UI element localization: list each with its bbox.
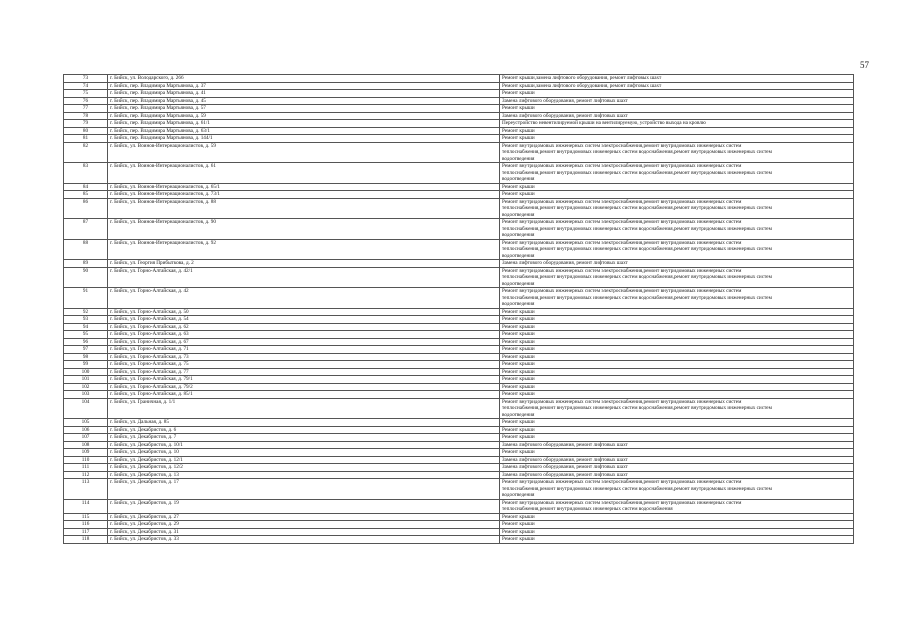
work-type-line: Ремонт крыши [502, 368, 535, 375]
address-cell: г. Бийск, ул. Горно-Алтайская, д. 42 [108, 288, 500, 309]
row-number: 100 [64, 368, 108, 376]
row-number: 111 [64, 464, 108, 472]
work-type-line: теплоснабжения,ремонт внутридомовых инженерных систем водоснабжения,ремонт внутридомовых инженерных систем [502, 169, 772, 176]
address-cell: г. Бийск, ул. Воинов-Интернационалистов, д. 61 [108, 163, 500, 184]
address-cell: г. Бийск, ул. Горно-Алтайская, д. 79/2 [108, 383, 500, 391]
work-type-line: Ремонт крыши [502, 528, 535, 535]
work-type-line: Ремонт крыши [502, 536, 535, 542]
table-row [64, 239, 854, 260]
work-type-line: теплоснабжения,ремонт внутридомовых инженерных систем водоснабжения,ремонт внутридомовых инженерных систем [502, 246, 772, 252]
row-number: 108 [64, 441, 108, 449]
work-type-cell [500, 142, 854, 163]
address-cell: г. Бийск, ул. Воинов-Интернационалистов, д. 90 [108, 219, 500, 240]
work-type-line: Ремонт внутридомовых инженерных систем электроснабжения,ремонт внутридомовых инженерных систем [502, 267, 742, 274]
address-cell: г. Бийск, ул. Декабристов, д. 17 [108, 479, 500, 500]
work-type-line: Ремонт крыши [502, 353, 535, 360]
work-type-line: Ремонт внутридомовых инженерных систем электроснабжения,ремонт внутридомовых инженерных систем [502, 398, 742, 405]
work-type-cell [500, 499, 854, 513]
address-cell: г. Бийск, ул. Декабристов, д. 33 [108, 536, 500, 544]
table-row [64, 82, 854, 90]
address-cell: г. Бийск, ул. Горно-Алтайская, д. 79/1 [108, 376, 500, 384]
table-row [64, 135, 854, 143]
row-number: 97 [64, 346, 108, 354]
work-type-line: водоотведения [502, 280, 535, 287]
table-row [64, 260, 854, 268]
work-type-cell [500, 361, 854, 369]
work-type-line: Ремонт крыши,замена лифтового оборудования, ремонт лифтовых шахт [502, 82, 662, 89]
table-row [64, 464, 854, 472]
work-type-cell [500, 183, 854, 191]
work-type-line: Ремонт крыши [502, 127, 535, 134]
work-type-line: водоотведения [502, 492, 535, 498]
address-cell: г. Бийск, ул. Декабристов, д. 13 [108, 471, 500, 479]
work-type-cell [500, 441, 854, 449]
address-cell: г. Бийск, ул. Декабристов, д. 10 [108, 449, 500, 457]
address-cell: г. Бийск, ул. Воинов-Интернационалистов, д. 65/1 [108, 183, 500, 191]
work-type-line: Ремонт крыши [502, 513, 535, 520]
work-type-line: Ремонт крыши [502, 391, 535, 397]
address-cell: г. Бийск, ул. Горно-Алтайская, д. 67 [108, 338, 500, 346]
work-type-cell [500, 308, 854, 316]
address-cell: г. Бийск, ул. Воинов-Интернационалистов, д. 88 [108, 198, 500, 219]
work-type-line: Ремонт крыши [502, 434, 535, 440]
table-row [64, 198, 854, 219]
address-cell: г. Бийск, ул. Горно-Алтайская, д. 75 [108, 361, 500, 369]
work-type-line: Замена лифтового оборудования, ремонт лифтовых шахт [502, 97, 628, 104]
work-type-line: Ремонт крыши [502, 426, 535, 433]
table-row [64, 456, 854, 464]
work-type-cell [500, 398, 854, 419]
work-type-line: Замена лифтового оборудования, ремонт лифтовых шахт [502, 441, 628, 448]
row-number: 83 [64, 163, 108, 184]
row-number: 117 [64, 528, 108, 536]
address-cell: г. Бийск, пер. Владимира Мартьянова, д. 45 [108, 97, 500, 105]
work-type-line: Замена лифтового оборудования, ремонт лифтовых шахт [502, 260, 628, 266]
address-cell: г. Бийск, ул. Горно-Алтайская, д. 71 [108, 346, 500, 354]
work-type-cell [500, 536, 854, 544]
table-row [64, 338, 854, 346]
work-type-cell [500, 353, 854, 361]
work-type-line: Ремонт крыши [502, 183, 535, 190]
work-type-line: Ремонт крыши [502, 346, 535, 352]
table-row [64, 368, 854, 376]
work-type-cell [500, 82, 854, 90]
address-cell: г. Бийск, пер. Владимира Мартьянова, д. 41 [108, 90, 500, 98]
work-type-cell [500, 198, 854, 219]
work-type-line: теплоснабжения,ремонт внутридомовых инженерных систем водоснабжения,ремонт внутридомовых инженерных систем [502, 149, 772, 155]
address-cell: г. Бийск, пер. Владимира Мартьянова, д. 63/1 [108, 127, 500, 135]
work-type-cell [500, 464, 854, 472]
work-type-cell [500, 391, 854, 399]
work-type-line: Ремонт крыши [502, 449, 535, 455]
work-type-cell [500, 135, 854, 143]
table-row [64, 376, 854, 384]
table-row [64, 361, 854, 369]
table-row [64, 441, 854, 449]
work-type-line: Ремонт крыши [502, 191, 535, 197]
work-type-cell [500, 75, 854, 83]
work-type-line: теплоснабжения,ремонт внутридомовых инженерных систем водоснабжения,ремонт внутридомовых инженерных систем [502, 274, 772, 280]
work-type-line: водоотведения [502, 211, 535, 218]
work-type-line: Замена лифтового оборудования, ремонт лифтовых шахт [502, 112, 628, 119]
address-cell: г. Бийск, ул. Декабристов, д. 12/1 [108, 456, 500, 464]
work-type-line: водоотведения [502, 252, 535, 259]
work-type-cell [500, 323, 854, 331]
table-row [64, 346, 854, 354]
row-number: 88 [64, 239, 108, 260]
table-row [64, 521, 854, 529]
work-type-cell [500, 219, 854, 240]
address-cell: г. Бийск, пер. Владимира Мартьянова, д. 59 [108, 112, 500, 120]
row-number: 107 [64, 434, 108, 442]
work-type-line: Замена лифтового оборудования, ремонт лифтовых шахт [502, 464, 628, 470]
table-row [64, 288, 854, 309]
address-cell: г. Бийск, ул. Декабристов, д. 12/2 [108, 464, 500, 472]
page-number: 57 [860, 60, 869, 70]
row-number: 93 [64, 316, 108, 324]
row-number: 116 [64, 521, 108, 529]
table-row [64, 323, 854, 331]
table-body [64, 75, 854, 544]
row-number: 78 [64, 112, 108, 120]
table-row [64, 112, 854, 120]
work-type-line: Ремонт крыши [502, 338, 535, 345]
table-row [64, 219, 854, 240]
work-type-cell [500, 513, 854, 521]
row-number: 104 [64, 398, 108, 419]
row-number: 86 [64, 198, 108, 219]
row-number: 74 [64, 82, 108, 90]
work-type-line: водоотведения [502, 411, 535, 418]
address-cell: г. Бийск, пер. Владимира Мартьянова, д. 37 [108, 82, 500, 90]
work-type-cell [500, 239, 854, 260]
row-number: 85 [64, 191, 108, 199]
address-cell: г. Бийск, ул. Воинов-Интернационалистов, д. 92 [108, 239, 500, 260]
work-type-cell [500, 112, 854, 120]
table-row [64, 419, 854, 427]
table-row [64, 308, 854, 316]
address-cell: г. Бийск, ул. Граничная, д. 1/1 [108, 398, 500, 419]
work-type-cell [500, 120, 854, 128]
row-number: 109 [64, 449, 108, 457]
work-type-line: Замена лифтового оборудования, ремонт лифтовых шахт [502, 471, 628, 478]
table-row [64, 499, 854, 513]
table-row [64, 316, 854, 324]
table-row [64, 353, 854, 361]
work-type-cell [500, 163, 854, 184]
address-cell: г. Бийск, ул. Декабристов, д. 10/1 [108, 441, 500, 449]
row-number: 94 [64, 323, 108, 331]
work-type-line: теплоснабжения,ремонт внутридомовых инженерных систем водоснабжения,ремонт внутридомовых инженерных систем [502, 485, 772, 492]
work-type-cell [500, 479, 854, 500]
work-type-cell [500, 426, 854, 434]
table-row [64, 127, 854, 135]
row-number: 99 [64, 361, 108, 369]
table-row [64, 142, 854, 163]
address-cell: г. Бийск, ул. Воинов-Интернационалистов, д. 73/1 [108, 191, 500, 199]
work-type-cell [500, 331, 854, 339]
work-type-line: Ремонт крыши [502, 383, 535, 390]
work-type-line: Переустройство невентилируемой крыши на вентилируемую, устройство выхода на кровлю [502, 120, 706, 126]
row-number: 87 [64, 219, 108, 240]
address-cell: г. Бийск, ул. Володарского, д. 266 [108, 75, 500, 83]
work-type-line: теплоснабжения,ремонт внутридомовых инженерных систем водоснабжения,ремонт внутридомовых инженерных систем [502, 405, 772, 411]
row-number: 77 [64, 105, 108, 113]
row-number: 98 [64, 353, 108, 361]
table-row [64, 536, 854, 544]
row-number: 102 [64, 383, 108, 391]
row-number: 118 [64, 536, 108, 544]
repair-schedule-table [63, 74, 854, 544]
row-number: 106 [64, 426, 108, 434]
work-type-line: Ремонт крыши [502, 135, 535, 141]
row-number: 90 [64, 267, 108, 288]
row-number: 114 [64, 499, 108, 513]
row-number: 81 [64, 135, 108, 143]
work-type-line: теплоснабжения,ремонт внутридомовых инженерных систем водоснабжения,ремонт внутридомовых инженерных систем [502, 225, 772, 232]
table-row [64, 75, 854, 83]
work-type-cell [500, 383, 854, 391]
work-type-line: Ремонт крыши [502, 331, 535, 337]
row-number: 113 [64, 479, 108, 500]
table-row [64, 90, 854, 98]
work-type-line: Ремонт внутридомовых инженерных систем электроснабжения,ремонт внутридомовых инженерных систем [502, 288, 742, 294]
work-type-line: Ремонт крыши,замена лифтового оборудования, ремонт лифтовых шахт [502, 75, 662, 81]
table-row [64, 479, 854, 500]
row-number: 79 [64, 120, 108, 128]
table-row [64, 105, 854, 113]
row-number: 75 [64, 90, 108, 98]
address-cell: г. Бийск, ул. Декабристов, д. 7 [108, 434, 500, 442]
row-number: 91 [64, 288, 108, 309]
address-cell: г. Бийск, ул. Горно-Алтайская, д. 73 [108, 353, 500, 361]
work-type-cell [500, 191, 854, 199]
table-row [64, 449, 854, 457]
work-type-line: Ремонт крыши [502, 308, 535, 315]
work-type-line: Ремонт внутридомовых инженерных систем электроснабжения,ремонт внутридомовых инженерных систем [502, 479, 742, 485]
work-type-cell [500, 528, 854, 536]
row-number: 95 [64, 331, 108, 339]
work-type-cell [500, 105, 854, 113]
table-row [64, 383, 854, 391]
table-row [64, 434, 854, 442]
work-type-line: Ремонт внутридомовых инженерных систем электроснабжения,ремонт внутридомовых инженерных систем [502, 163, 742, 169]
table-row [64, 391, 854, 399]
address-cell: г. Бийск, ул. Горно-Алтайская, д. 63 [108, 331, 500, 339]
address-cell: г. Бийск, ул. Горно-Алтайская, д. 85/1 [108, 391, 500, 399]
address-cell: г. Бийск, ул. Декабристов, д. 31 [108, 528, 500, 536]
work-type-line: Ремонт внутридомовых инженерных систем электроснабжения,ремонт внутридомовых инженерных систем [502, 198, 742, 205]
work-type-cell [500, 267, 854, 288]
work-type-cell [500, 434, 854, 442]
row-number: 84 [64, 183, 108, 191]
row-number: 82 [64, 142, 108, 163]
row-number: 76 [64, 97, 108, 105]
work-type-line: Ремонт крыши [502, 361, 535, 367]
row-number: 115 [64, 513, 108, 521]
work-type-line: Ремонт крыши [502, 90, 535, 96]
work-type-line: Ремонт крыши [502, 419, 535, 425]
row-number: 112 [64, 471, 108, 479]
work-type-cell [500, 97, 854, 105]
row-number: 89 [64, 260, 108, 268]
row-number: 110 [64, 456, 108, 464]
work-type-cell [500, 521, 854, 529]
work-type-cell [500, 90, 854, 98]
work-type-cell [500, 419, 854, 427]
work-type-line: теплоснабжения,ремонт внутридомовых инженерных систем водоснабжения [502, 506, 673, 512]
work-type-cell [500, 368, 854, 376]
work-type-line: Ремонт внутридомовых инженерных систем электроснабжения,ремонт внутридомовых инженерных систем [502, 499, 742, 506]
address-cell: г. Бийск, пер. Владимира Мартьянова, д. 144/1 [108, 135, 500, 143]
row-number: 103 [64, 391, 108, 399]
work-type-cell [500, 376, 854, 384]
work-type-cell [500, 338, 854, 346]
address-cell: г. Бийск, пер. Владимира Мартьянова, д. 61/1 [108, 120, 500, 128]
work-type-line: Ремонт крыши [502, 323, 535, 330]
work-type-line: водоотведения [502, 232, 535, 238]
work-type-line: теплоснабжения,ремонт внутридомовых инженерных систем водоснабжения,ремонт внутридомовых инженерных систем [502, 205, 772, 211]
address-cell: г. Бийск, ул. Георгия Прибыткова, д. 2 [108, 260, 500, 268]
work-type-line: Ремонт крыши [502, 376, 535, 382]
work-type-line: теплоснабжения,ремонт внутридомовых инженерных систем водоснабжения,ремонт внутридомовых инженерных систем [502, 294, 772, 301]
work-type-cell [500, 471, 854, 479]
table-row [64, 398, 854, 419]
work-type-line: водоотведения [502, 301, 535, 307]
work-type-line: водоотведения [502, 176, 535, 182]
work-type-line: Ремонт крыши [502, 105, 535, 111]
work-type-line: Ремонт внутридомовых инженерных систем электроснабжения,ремонт внутридомовых инженерных систем [502, 239, 742, 246]
work-type-cell [500, 316, 854, 324]
row-number: 73 [64, 75, 108, 83]
table-row [64, 97, 854, 105]
row-number: 101 [64, 376, 108, 384]
table-row [64, 267, 854, 288]
row-number: 96 [64, 338, 108, 346]
address-cell: г. Бийск, ул. Горно-Алтайская, д. 42/1 [108, 267, 500, 288]
address-cell: г. Бийск, ул. Декабристов, д. 19 [108, 499, 500, 513]
work-type-line: водоотведения [502, 155, 535, 162]
address-cell: г. Бийск, ул. Горно-Алтайская, д. 54 [108, 316, 500, 324]
address-cell: г. Бийск, ул. Декабристов, д. 27 [108, 513, 500, 521]
table-row [64, 183, 854, 191]
work-type-line: Ремонт внутридомовых инженерных систем электроснабжения,ремонт внутридомовых инженерных систем [502, 219, 742, 225]
table-row [64, 513, 854, 521]
address-cell: г. Бийск, ул. Воинов-Интернационалистов, д. 59 [108, 142, 500, 163]
work-type-line: Ремонт крыши [502, 521, 535, 527]
address-cell: г. Бийск, ул. Горно-Алтайская, д. 62 [108, 323, 500, 331]
address-cell: г. Бийск, ул. Декабристов, д. 6 [108, 426, 500, 434]
table-row [64, 191, 854, 199]
address-cell: г. Бийск, ул. Горно-Алтайская, д. 77 [108, 368, 500, 376]
row-number: 92 [64, 308, 108, 316]
work-type-cell [500, 260, 854, 268]
work-type-line: Ремонт внутридомовых инженерных систем электроснабжения,ремонт внутридомовых инженерных систем [502, 142, 742, 149]
table-row [64, 163, 854, 184]
work-type-cell [500, 127, 854, 135]
address-cell: г. Бийск, ул. Дальная, д. 85 [108, 419, 500, 427]
table-row [64, 331, 854, 339]
work-type-cell [500, 288, 854, 309]
work-type-line: Ремонт крыши [502, 316, 535, 322]
table-row [64, 528, 854, 536]
address-cell: г. Бийск, пер. Владимира Мартьянова, д. 57 [108, 105, 500, 113]
row-number: 105 [64, 419, 108, 427]
work-type-cell [500, 346, 854, 354]
work-type-line: Замена лифтового оборудования, ремонт лифтовых шахт [502, 456, 628, 463]
address-cell: г. Бийск, ул. Горно-Алтайская, д. 50 [108, 308, 500, 316]
table-row [64, 471, 854, 479]
table-row [64, 426, 854, 434]
work-type-cell [500, 456, 854, 464]
work-type-cell [500, 449, 854, 457]
table-row [64, 120, 854, 128]
row-number: 80 [64, 127, 108, 135]
address-cell: г. Бийск, ул. Декабристов, д. 29 [108, 521, 500, 529]
